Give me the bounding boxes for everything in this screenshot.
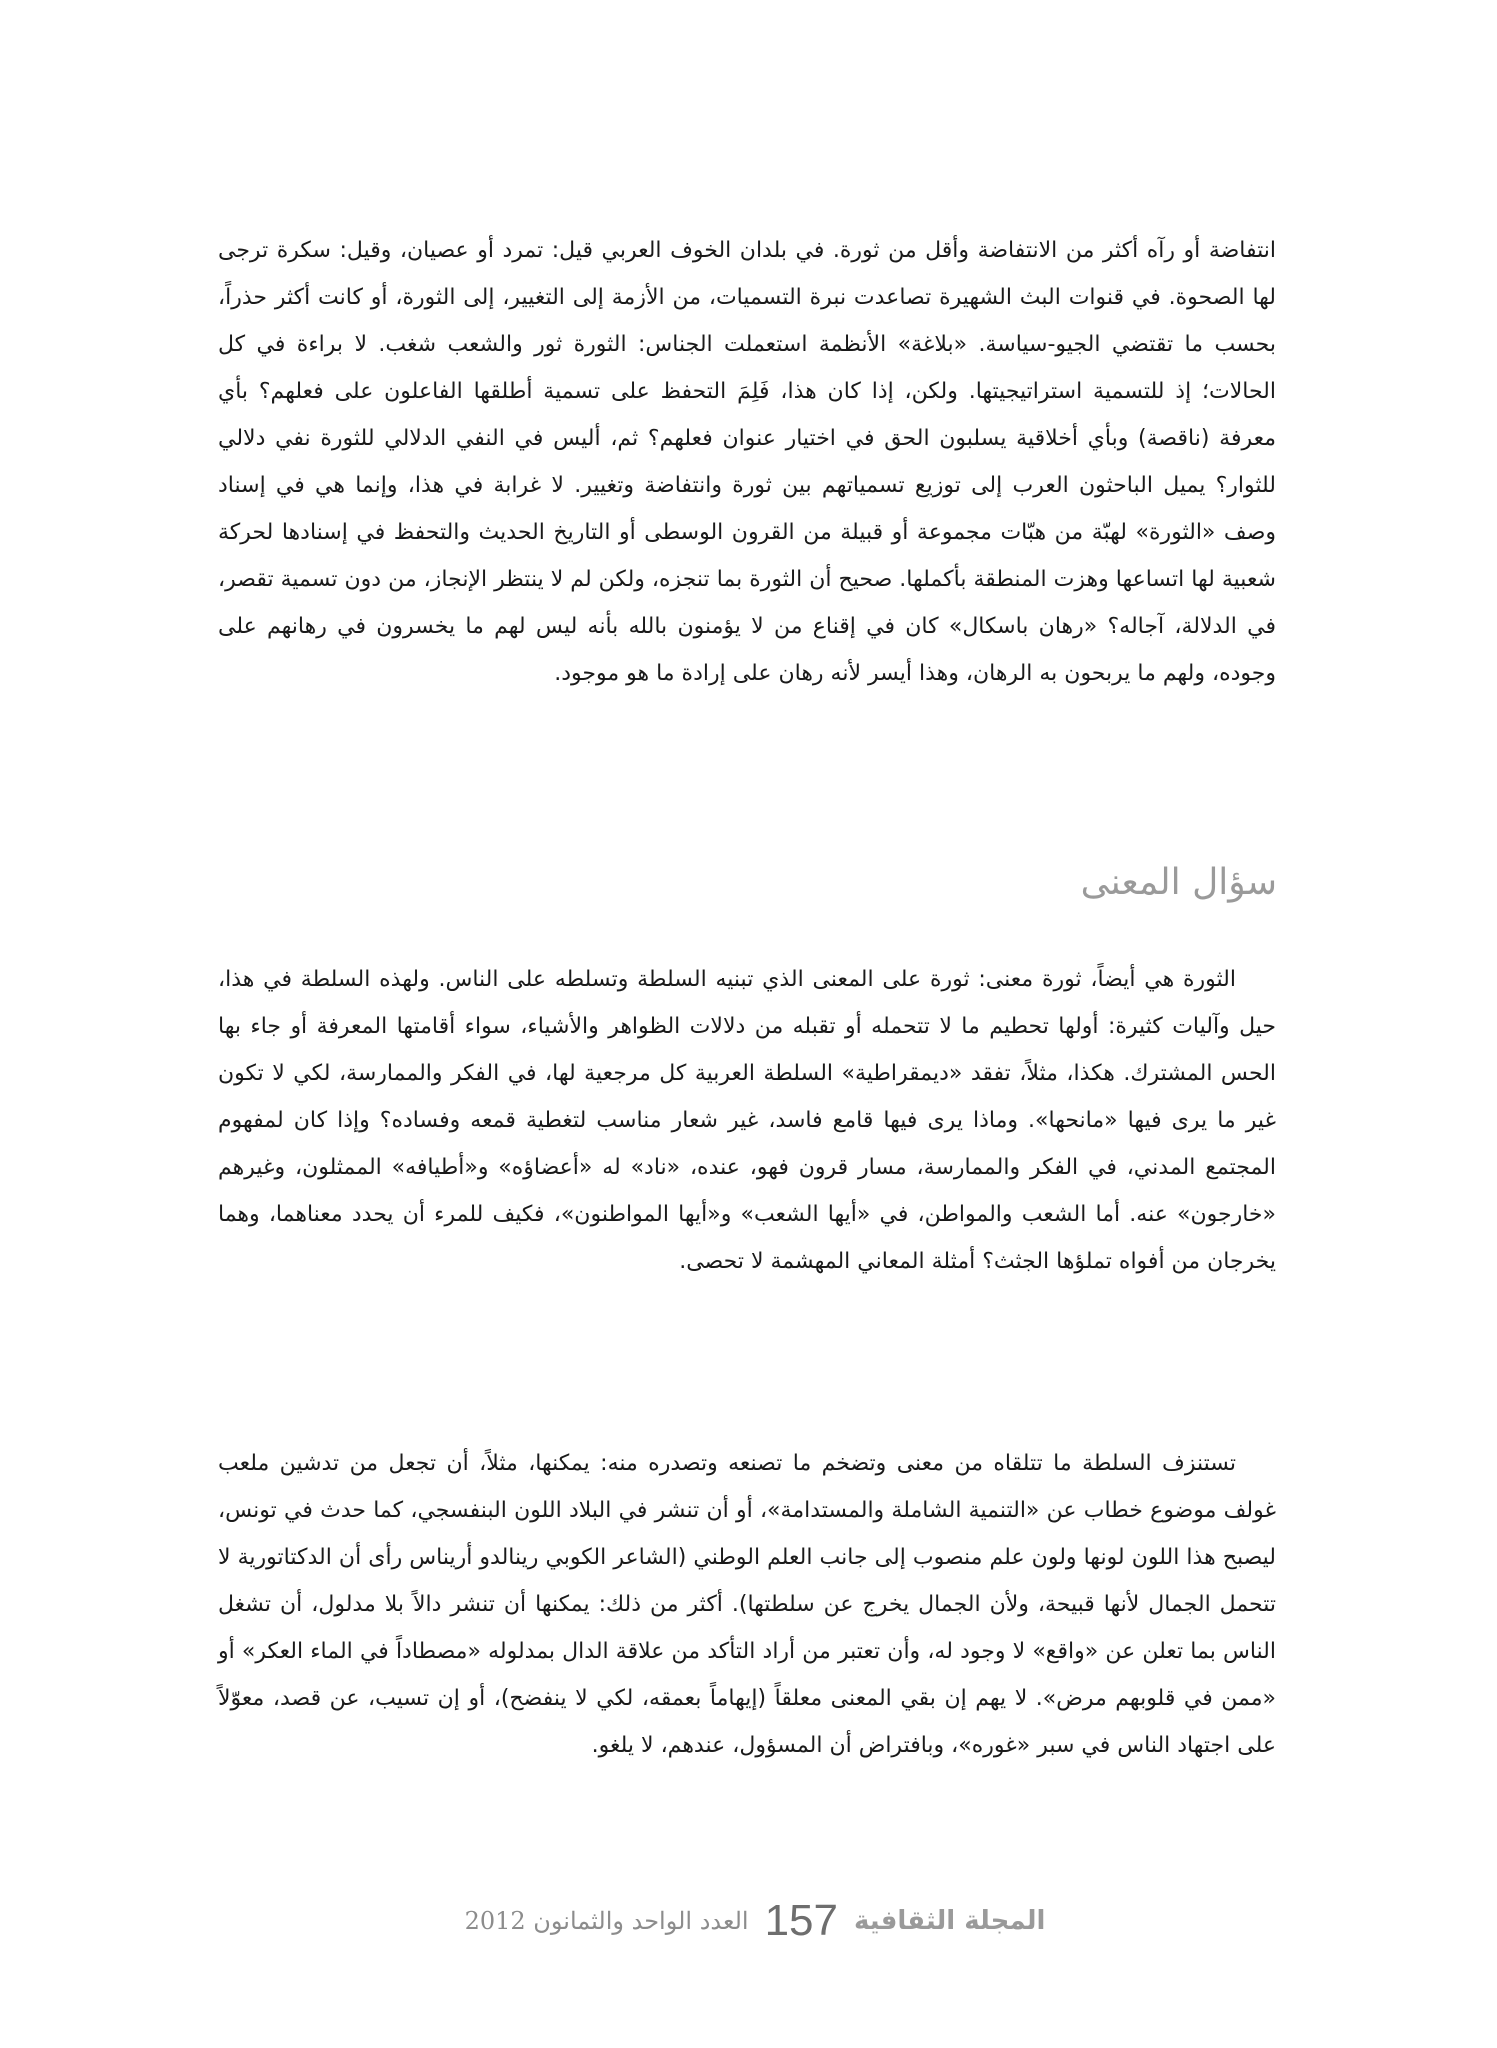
page-footer xyxy=(430,1896,1080,1946)
magazine-name: المجلة الثقافية xyxy=(853,1906,1046,1936)
page-number: 157 xyxy=(764,1896,838,1945)
issue-label: العدد الواحد والثمانون 2012 xyxy=(464,1907,749,1935)
paragraph: انتفاضة أو رآه أكثر من الانتفاضة وأقل من ثورة. في بلدان الخوف العربي قيل: تمرد أو عصيان، وقيل: سكرة ترجى لها الصحوة. في قنوات البث الشهيرة تصاعدت نبرة التسميات، من الأزمة إلى التغيير، إلى الثورة، أو كانت أكثر حذراً، بحسب ما تقتضي الجيو-سياسة. «بلاغة» الأنظمة استعملت الجناس: الثورة ثور والشعب شغب. لا براءة في كل الحالات؛ إذ للتسمية استراتيجيتها. ولكن، إذا كان هذا، فَلِمَ التحفظ على تسمية أطلقها الفاعلون على فعلهم؟ بأي معرفة (ناقصة) وبأي أخلاقية يسلبون الحق في اختيار عنوان فعلهم؟ ثم، أليس في النفي الدلالي للثورة نفي دلالي للثوار؟ يميل الباحثون العرب إلى توزيع تسمياتهم بين ثورة وانتفاضة وتغيير. لا غرابة في هذا، وإنما هي في إسناد وصف «الثورة» لهبّة من هبّات مجموعة أو قبيلة من القرون الوسطى أو التاريخ الحديث والتحفظ في إسنادها لحركة شعبية لها اتساعها وهزت المنطقة بأكملها. صحيح أن الثورة بما تنجزه، ولكن لم لا ينتظر الإنجاز، من دون تسمية تقصر، في الدلالة، آجاله؟ «رهان باسكال» كان في إقناع من لا يؤمنون بالله بأنه ليس لهم ما يخسرون في رهانهم على وجوده، ولهم ما يربحون به الرهان، وهذا أيسر لأنه رهان على إرادة ما هو موجود. xyxy=(218,238,1276,686)
body-text-opening xyxy=(218,227,1276,697)
paragraph: تستنزف السلطة ما تتلقاه من معنى وتضخم ما تصنعه وتصدره منه: يمكنها، مثلاً، أن تجعل من تدشين ملعب غولف موضوع خطاب عن «التنمية الشاملة والمستدامة»، أو أن تنشر في البلاد اللون البنفسجي، كما حدث في تونس، ليصبح هذا اللون لونها ولون علم منصوب إلى جانب العلم الوطني (الشاعر الكوبي رينالدو أريناس رأى أن الدكتاتورية لا تتحمل الجمال لأنها قبيحة، ولأن الجمال يخرج عن سلطتها). أكثر من ذلك: يمكنها أن تنشر دالاً بلا مدلول، أن تشغل الناس بما تعلن عن «واقع» لا وجود له، وأن تعتبر من أراد التأكد من علاقة الدال بمدلوله «مصطاداً في الماء العكر» أو «ممن في قلوبهم مرض». لا يهم إن بقي المعنى معلقاً (إيهاماً بعمقه، لكي لا ينفضح)، أو إن تسيب، عن قصد، معوّلاً على اجتهاد الناس في سبر «غوره»، وبافتراض أن المسؤول، عندهم، لا يلغو. xyxy=(218,1451,1276,1758)
paragraph: الثورة هي أيضاً، ثورة معنى: ثورة على المعنى الذي تبنيه السلطة وتسلطه على الناس. ولهذه السلطة في هذا، حيل وآليات كثيرة: أولها تحطيم ما لا تتحمله أو تقبله من دلالات الظواهر والأشياء، سواء أقامتها المعرفة أو جاء بها الحس المشترك. هكذا، مثلاً، تفقد «ديمقراطية» السلطة العربية كل مرجعية لها، في الفكر والممارسة، لكي لا تكون غير ما يرى فيها «مانحها». وماذا يرى فيها قامع فاسد، غير شعار مناسب لتغطية قمعه وفساده؟ وإذا كان لمفهوم المجتمع المدني، في الفكر والممارسة، مسار قرون فهو، عنده، «ناد» له «أعضاؤه» و«أطيافه» الممثلون، وغيرهم «خارجون» عنه. أما الشعب والمواطن، في «أيها الشعب» و«أيها المواطنون»، فكيف للمرء أن يحدد معناهما، وهما يخرجان من أفواه تملؤها الجثث؟ أمثلة المعاني المهشمة لا تحصى. xyxy=(218,967,1276,1274)
section-heading: سؤال المعنى xyxy=(1080,862,1277,903)
body-text-section-continued xyxy=(218,1440,1276,1769)
body-text-section xyxy=(218,956,1276,1285)
